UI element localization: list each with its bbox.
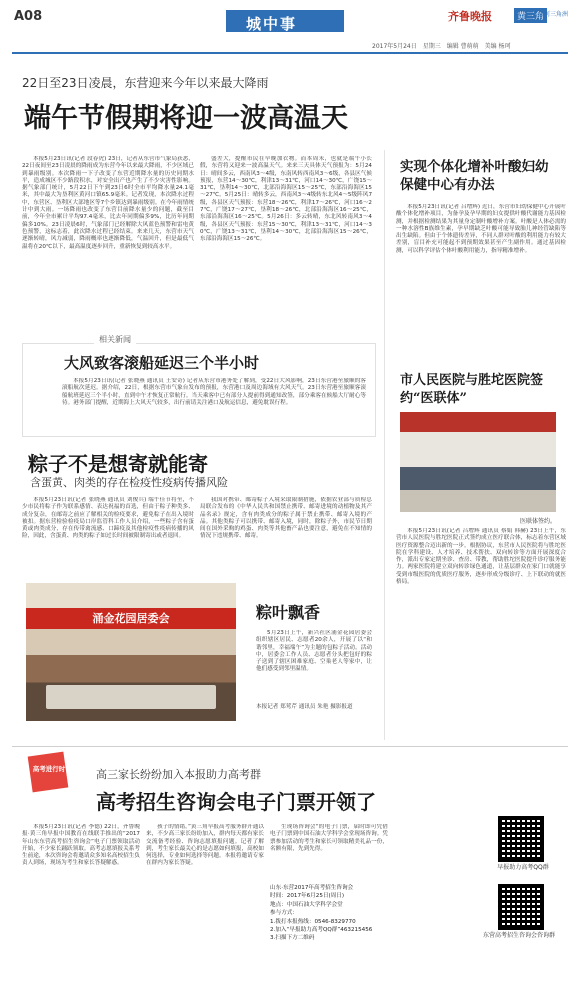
page-number: A08 (14, 9, 43, 24)
gaokao-body-1 (22, 824, 140, 974)
consult-paragraph: 本报5月23日讯(记者 吕增辉) 近日，东营市妇幼保健中心开展叶酸个体化增补项目，为备孕及孕早期的妇女提供叶酸代谢能力基因检测，并根据检测结果为其量身定制叶酸增补方案。叶酸是人体必需的一种水溶性B族维生素，孕早期缺乏叶酸可能导致胎儿神经管缺陷等出生缺陷。但由于个体遗传差异，不同人群对叶酸的利用能力有较大差别，盲目补充可能起不到预期效果甚至产生副作用。通过基因检测，可以科学评估个体叶酸利用能力，指导精准增补。 (396, 204, 566, 254)
zongzi-body-left (22, 497, 194, 571)
section-title: 城中事 (246, 15, 298, 33)
community-photo (26, 583, 236, 721)
paper-logo (436, 8, 576, 24)
gaokao-badge-title: 高考进行时 (32, 765, 66, 773)
related-label-text: 相关新闻 (99, 335, 131, 344)
hospital-paragraph: 本报5月23日讯(记者 吕增辉 通讯员 蔡娟 韩赫) 23日上午，东营市人民医院与胜坨医院正式签约成立医疗联合体，标志着东营区域医疗资源整合迈出新的一步。根据协议，东营市人民医院将与胜坨医院在学科建设、人才培养、技术帮扶、双向转诊等方面开展深度合作，派出专家定期坐诊、查房、带教，帮助胜坨医院提升诊疗服务能力。两家医院将建立双向转诊绿色通道，让基层群众在家门口就能享受到市级医院的优质医疗服务，逐步形成分级诊疗、上下联动的就医格局。 (396, 528, 566, 586)
related-headline: 大风致客滚船延迟三个半小时 (64, 354, 260, 372)
consult-headline (400, 158, 560, 194)
lead-paragraph-right: 盛差大，提醒市民在早晚加衣物。而本周末，也就是端午小长假，东营将又迎来一波高温天气。来来三天具体天气预报为：5月24日：晴间多云，西南风3～4级，东南风转西南风3～6级，各县区气候预报，东营14～30℃，利津13～31℃，河口14～30℃，广饶15～31℃，垦利14～30℃，北部沿海海区15～25℃，东部沿海海区15～27℃。5月25日：晴转多云，西南风3～4级转东北风4～5级阵风7级，各县区天气预报：东营18～26℃，利津17～26℃，河口16～27℃，广饶17～27℃，垦利18～26℃，北部沿海海区16～25℃，东部沿海海区16～25℃。5月26日：多云转晴，东北风转南风3～4级，各县区天气预报：东营15～30℃，利津13～31℃，河口14～30℃，广饶13～31℃，垦利14～30℃，北部沿海海区15～26℃，东部沿海海区15～26℃。 (200, 156, 372, 243)
lead-body-right (200, 156, 372, 340)
zongzi-body-right (200, 497, 372, 571)
community-headline: 粽叶飘香 (256, 603, 321, 622)
related-body (62, 378, 366, 430)
brand-label: 黄河三角洲 (538, 11, 569, 18)
community-banner (26, 609, 236, 629)
community-banner-text: 涌金花园居委会 (92, 612, 170, 625)
gaokao-paragraph-1: 本报5月23日讯(记者 李德) 22日，齐鲁晚报·黄三角早报中国教育在线联手推出的“2017年山东东营高考招生咨询会”电子门票领取活动开始，不少家长踊跃领取。高考志愿填报关系考生前途，本次咨询会将邀请众多知名高校招生负责人到场，现场为考生和家长答疑解惑。 (22, 824, 140, 867)
community-body (256, 630, 372, 702)
date-line: 2017年5月24日 星期三 编辑 曹萌萌 美编 杨珂 (372, 43, 511, 50)
consult-group-qr-code[interactable] (498, 884, 544, 930)
lead-body-left (22, 156, 194, 340)
community-paragraph: 5月23日上午，新兴社区涌金花园居委会组织辖区居民、志愿者20余人，开展了以“和谐邻里，幸福端午”为主题的包粽子活动。活动中，居委会工作人员、志愿者分头把包好的粽子送到了辖区困难家庭、空巢老人等家中，让他们感受到邻里温情。 (256, 630, 372, 673)
zongzi-subhead: 含蛋黄、肉类的存在检疫性疫病传播风险 (30, 476, 228, 489)
hospital-body (396, 528, 566, 740)
page-header (0, 0, 580, 56)
zongzi-headline: 粽子不是想寄就能寄 (28, 452, 208, 476)
community-credit: 本报记者 郑莺芹 通讯员 朱艳 摄影报道 (256, 704, 353, 710)
gaokao-divider (12, 746, 568, 747)
gaokao-paragraph-2: 孩子的情绪。”黄三角早报高考服务群开通以来，不少高三家长纷纷加入，群内每天都有家长交流备考经验、咨询志愿填报问题。记者了解到，考生家长最关心的是志愿如何填报，高校如何选择，专业如何选择等问题。本报将邀请专家在群内为家长答疑。 (146, 824, 264, 867)
gaokao-headline: 高考招生咨询会电子门票开领了 (96, 790, 376, 814)
community-table (46, 685, 216, 709)
header-divider (12, 52, 568, 54)
gaokao-badge (26, 752, 70, 792)
hospital-headline-text: 市人民医院与胜坨医院签约“医联体” (400, 373, 544, 406)
hospital-headline (400, 372, 560, 408)
brand-tag: 黄三角 (514, 8, 547, 23)
gaokao-event-info: 山东·东营2017年高考招生咨询会 时间：2017年6月25日(周日) 地点：中国石油大学科学会堂 参与方式： 1.拨打本报热线：0546-8329770 2.加入“早报助力高考QQ群”463215456 3.扫描下方二维码 (270, 885, 373, 942)
consult-body (396, 204, 566, 364)
lead-headline: 端午节假期将迎一波高温天 (24, 103, 348, 134)
hospital-photo (400, 412, 556, 512)
zongzi-paragraph-right: 我国对携带、邮寄粽子入境采取限制措施，依据农业部与质检总局联合发布的《中华人民共和国禁止携带、邮寄进境的动植物及其产品名录》规定，含有肉类成分的粽子属于禁止携带、邮寄入境的产品。其他类粽子可以携带、邮寄入境，同时，除粽子外，市民节日期间在国外采购的鸡蛋、肉类等其他畜产品也要注意，避免在不知情的情况下违规携带、邮寄。 (200, 497, 372, 540)
consult-group-qr-caption: 东营高考招生咨询会咨询群 (482, 932, 555, 939)
gaokao-paragraph-3: 生现场咨询会“的电子门票，届时即可凭借电子门票到中国石油大学科学会堂现场咨询。凭票参加活动的考生和家长可领取精美礼品一份，名额有限，先到先得。 (270, 824, 388, 852)
related-label (94, 334, 136, 345)
paper-name: 齐鲁晚报 (448, 10, 492, 23)
hospital-caption: 医联体签约。 (520, 518, 557, 525)
right-column-divider (384, 150, 385, 740)
lead-paragraph-left: 本报5月23日讯(记者 段春虎) 23日，记者从东营市气象局获悉，22日夜间至23日凌晨的降雨成为东营今年以来最大降雨，不少区域已到暴雨级别。本次降雨一下子改变了东营近期降水量的历史同期水平，造成城区不少路段积水，对安全出产也产生了不少灾害性影响。据气象部门统计，5月22日下午到23日6时全市平均降水量24.1毫米，其中最大为垦利区黄河口镇65.9毫米。记者发现，本次降水过程中，东营区、垦利区大部地区等7个乡镇达到暴雨级别。在今年雨情统计中到大雨。一场降雨也改变了东营目前降水量少的问题，截至目前，今年全市累计平均97.4毫米，比去年同期偏多9%，比历年同期偏多10%。23日凌晨6时，气象部门已经解除大风蓝色预警和雷电黄色预警，这标志着，此次降水过程已经结束。来来几天，东营市天气逐渐转晴，风力减弱，降雨概率也逐渐降低，气温回升，但是最低气温将在20℃以下，最高温度逐步回升，重新恢复到较高水平。 (22, 156, 194, 250)
related-paragraph: 本报5月23日讯(记者 张晓燕 通讯员 王安奇) 记者从东营市港务处了解到，受22日大风影响，23日东营港至旅顺的客滚船航次延迟。据介绍，22日，根据东营市气象台发布的预报，东营港口及周边海域有大风天气。23日东营港至旅顺客滚船航班延迟三个半小时，直到中午才恢复正常航行。当天乘客中已有部分人提前得到通知改签，部分乘客在候船大厅耐心等待。港务部门提醒，近期海上大风天气较多，出行前请关注港口及航运信息，避免耽误行程。 (62, 378, 366, 406)
gaokao-kicker: 高三家长纷纷加入本报助力高考群 (96, 768, 261, 781)
lead-kicker: 22日至23日凌晨，东营迎来今年以来最大降雨 (22, 76, 269, 90)
consult-headline-text: 实现个体化增补叶酸妇幼保健中心有办法 (400, 159, 549, 193)
qq-group-qr-code[interactable] (498, 816, 544, 862)
zongzi-paragraph-left: 本报5月23日讯(记者 张晓燕 通讯员 刘俊兵) 端午佳节将至，不少市民将粽子作为联系感情、表达祝福的首选，但由于粽子种类多、成分复杂，在邮寄之前应了解相关的检疫要求，避免粽子在出入境时被扣。据东营检验检疫局口岸监管科工作人员介绍，一些粽子含有蛋黄或肉类成分，存在传带禽流感、口蹄疫及其他检疫性疫病传播的风险，因此，含蛋黄、肉类的粽子如过长时间被限制寄出或者退回。 (22, 497, 194, 540)
gaokao-body-3 (270, 824, 388, 880)
qq-group-qr-caption: 早报助力高考QQ群 (497, 864, 549, 871)
gaokao-body-2 (146, 824, 264, 974)
